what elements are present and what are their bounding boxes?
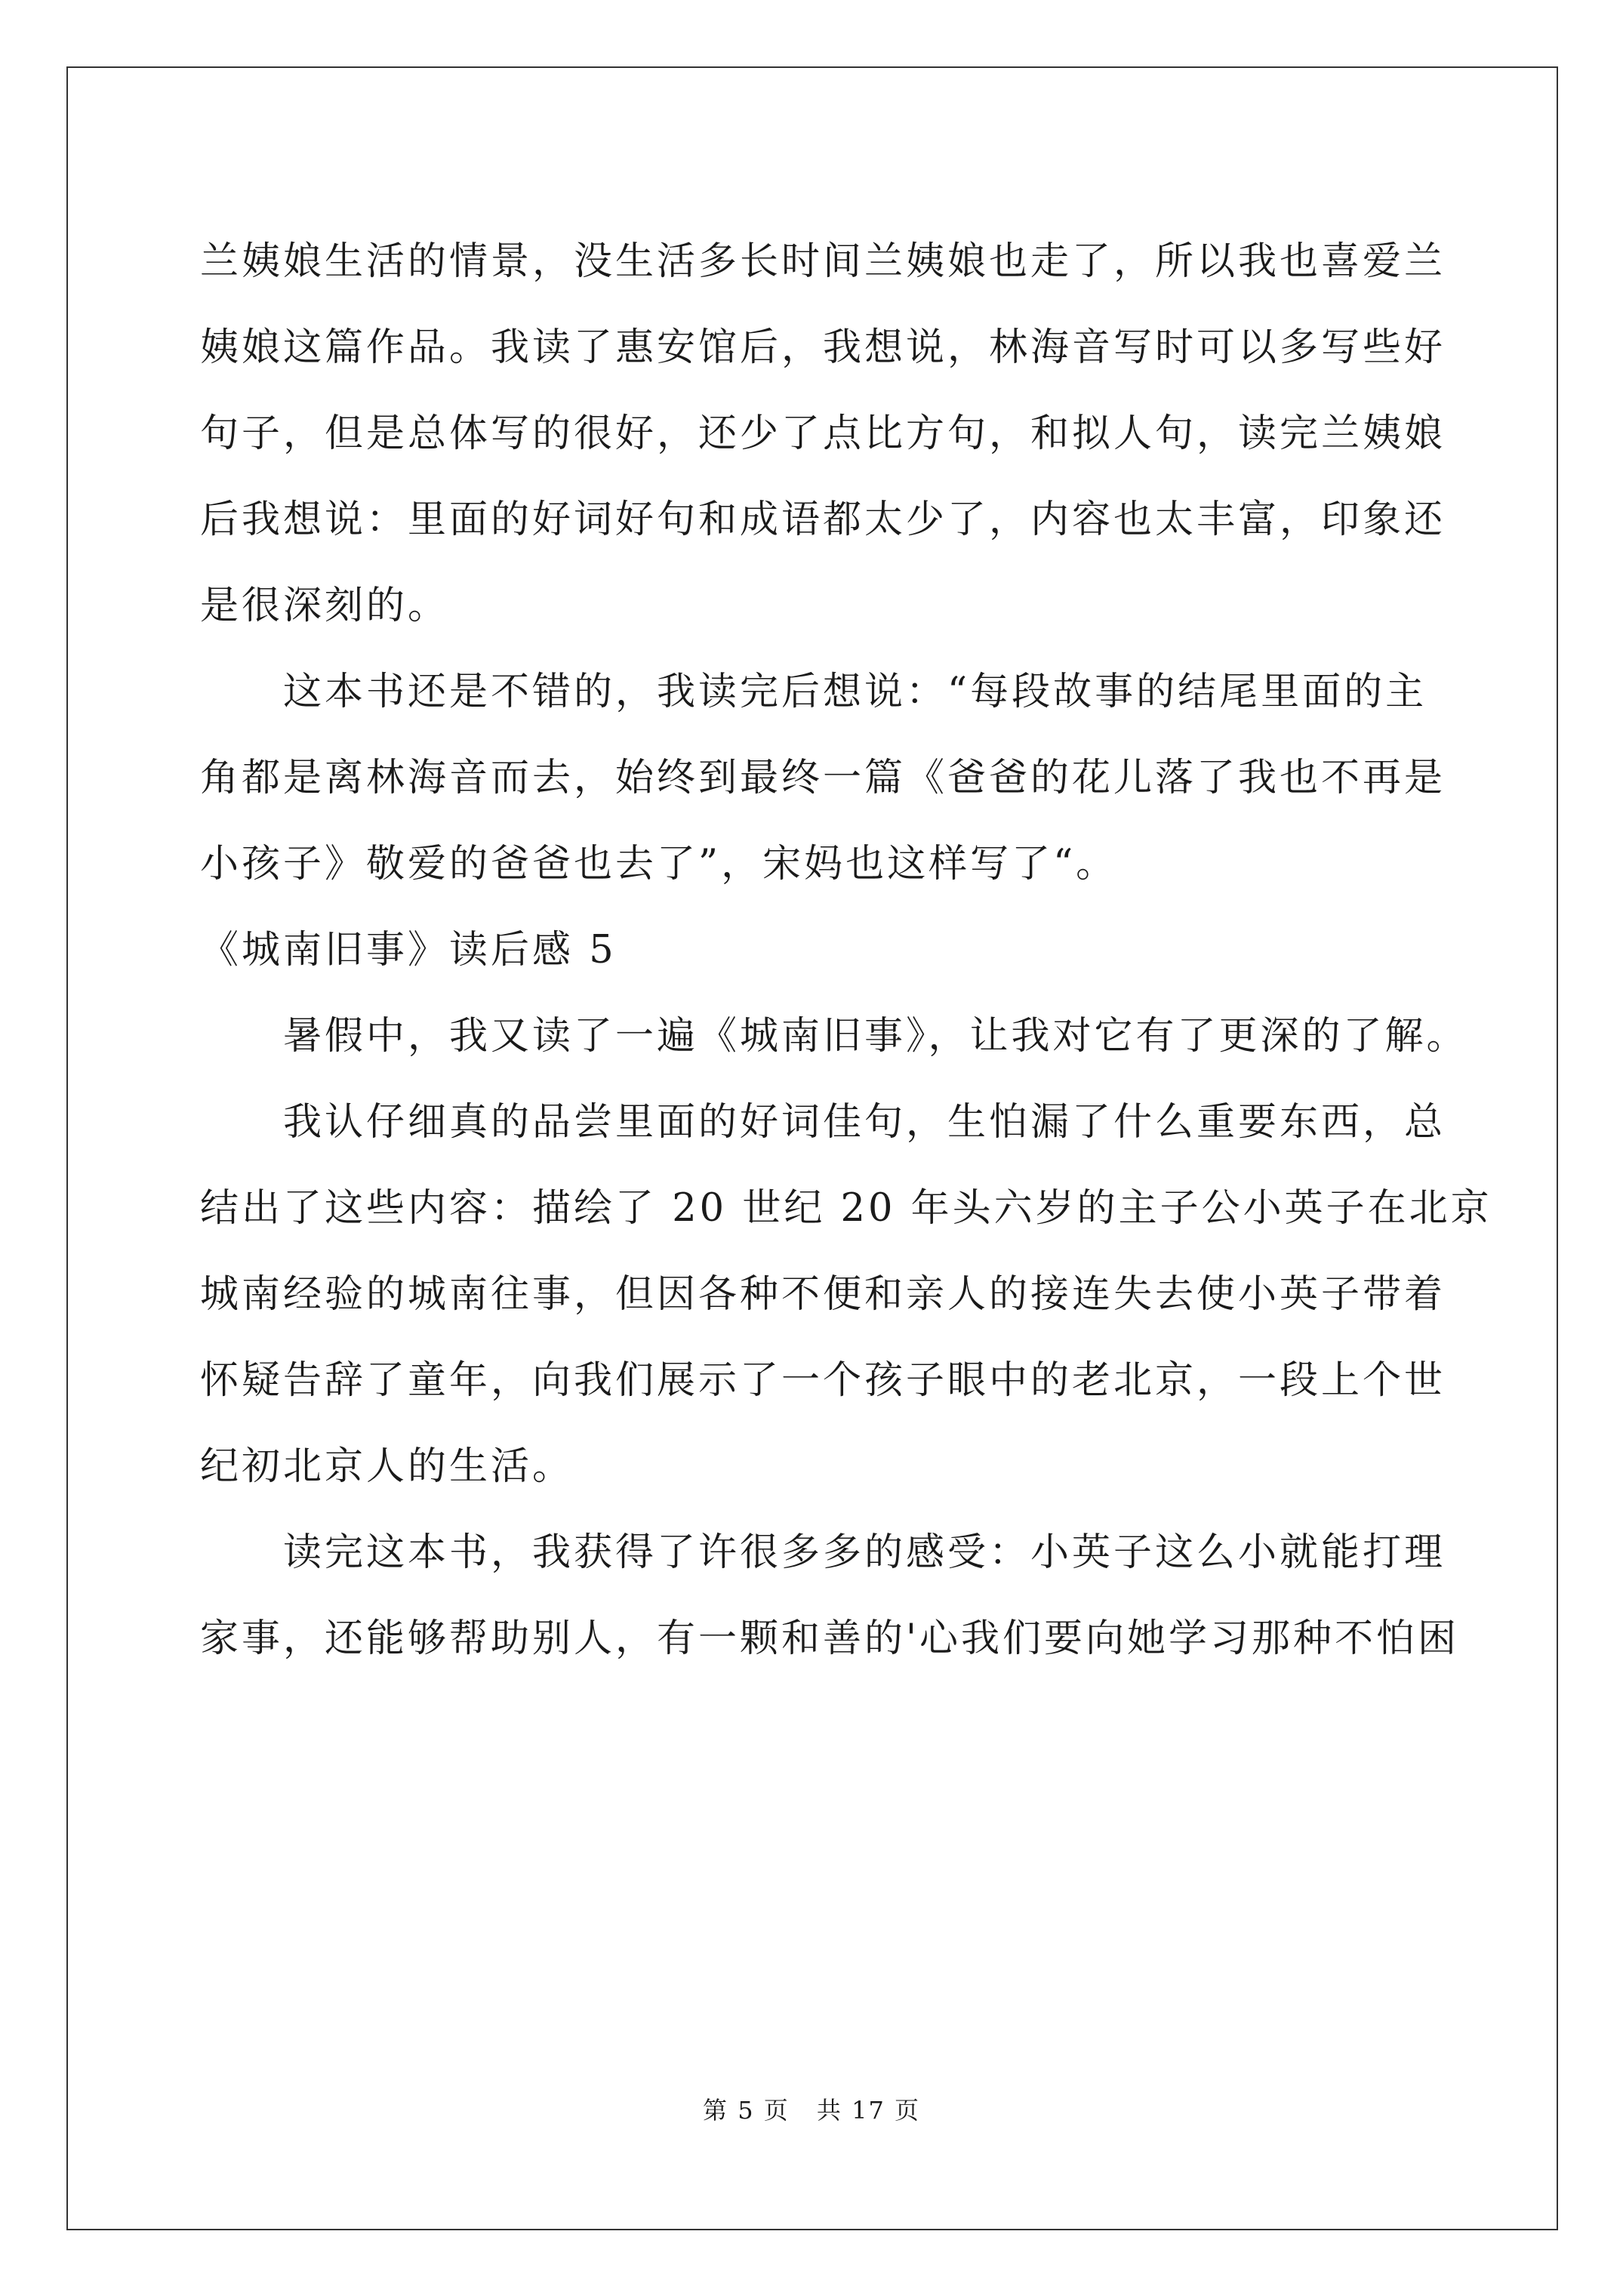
section-heading: 《城南旧事》读后感 5: [200, 928, 617, 972]
page-footer: [0, 2091, 1623, 2126]
text-line: 家事，还能够帮助别人，有一颗和善的'心我们要向她学习那种不怕困: [200, 1616, 1460, 1661]
text-line: 纪初北京人的生活。: [200, 1444, 574, 1489]
paragraph-first-line: 暑假中，我又读了一遍《城南旧事》，让我对它有了更深的了解。: [283, 1014, 1468, 1059]
text-line: 姨娘这篇作品。我读了惠安馆后，我想说，林海音写时可以多写些好: [200, 325, 1446, 370]
text-line: 兰姨娘生活的情景，没生活多长时间兰姨娘也走了，所以我也喜爱兰: [200, 239, 1446, 284]
text-line: 小孩子》敬爱的爸爸也去了”，宋妈也这样写了“。: [200, 842, 1118, 886]
page-total: 共 17 页: [816, 2096, 920, 2125]
paragraph-first-line: 我认仔细真的品尝里面的好词佳句，生怕漏了什么重要东西，总: [283, 1100, 1446, 1145]
paragraph-first-line: 这本书还是不错的，我读完后想说：“每段故事的结尾里面的主: [283, 670, 1427, 714]
text-line: 后我想说：里面的好词好句和成语都太少了，内容也太丰富，印象还: [200, 498, 1446, 542]
paragraph-first-line: 读完这本书，我获得了许很多多的感受：小英子这么小就能打理: [283, 1530, 1446, 1575]
text-line: 城南经验的城南往事，但因各种不便和亲人的接连失去使小英子带着: [200, 1272, 1446, 1317]
text-line: 角都是离林海音而去，始终到最终一篇《爸爸的花儿落了我也不再是: [200, 756, 1446, 800]
text-line: 结出了这些内容：描绘了 20 世纪 20 年头六岁的主子公小英子在北京: [200, 1186, 1492, 1231]
text-line: 是很深刻的。: [200, 584, 450, 628]
text-line: 怀疑告辞了童年，向我们展示了一个孩子眼中的老北京，一段上个世: [200, 1358, 1446, 1403]
page-number: 第 5 页: [703, 2096, 790, 2125]
text-line: 句子，但是总体写的很好，还少了点比方句，和拟人句，读完兰姨娘: [200, 411, 1446, 456]
document-body: [200, 219, 1492, 1682]
